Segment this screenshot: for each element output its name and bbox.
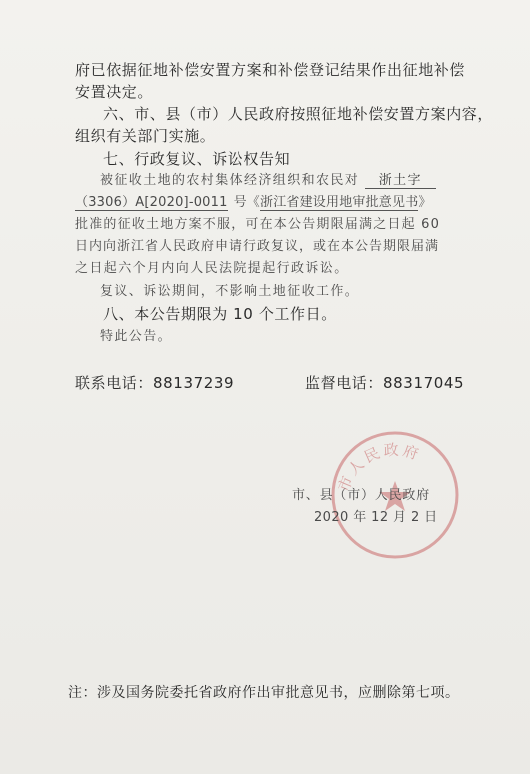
- approval-prefix-field: 浙土字: [365, 173, 436, 189]
- appeal-line-6: 复议、诉讼期间，不影响土地征收工作。: [100, 284, 360, 299]
- closing-line: 特此公告。: [100, 329, 173, 344]
- appeal-text: 被征收土地的农村集体经济组织和农民对: [100, 173, 360, 188]
- approval-code-region: （3306）: [75, 195, 136, 210]
- supervision-value: 88317045: [383, 374, 465, 392]
- appeal-line-3: 批准的征收土地方案不服，可在本公告期限届满之日起 60: [75, 217, 441, 232]
- appeal-line-5: 之日起六个月内向人民法院提起行政诉讼。: [75, 261, 349, 276]
- section-eight-line: 八、本公告期限为 10 个工作日。: [103, 305, 337, 323]
- contact-phone: [75, 373, 234, 393]
- contact-label: 联系电话：: [75, 374, 154, 392]
- paragraph-line: 组织有关部门实施。: [75, 127, 216, 145]
- appeal-line-1: [100, 171, 436, 191]
- appeal-line-4: 日内向浙江省人民政府申请行政复议，或在本公告期限届满: [75, 239, 440, 254]
- approval-code-number: A[2020]-0011: [135, 195, 228, 210]
- paragraph-line: 安置决定。: [75, 83, 154, 101]
- section-seven-heading: 七、行政复议、诉讼权告知: [103, 150, 291, 168]
- contact-value: 88137239: [153, 374, 235, 392]
- signing-authority: 市、县（市）人民政府: [292, 488, 431, 503]
- paragraph-line: 府已依据征地补偿安置方案和补偿登记结果作出征地补偿: [75, 61, 466, 79]
- approval-document-name: 浙江省建设用地审批意见书: [260, 195, 419, 210]
- appeal-line-2: [75, 193, 432, 213]
- footnote: 注：涉及国务院委托省政府作出审批意见书，应删除第七项。: [68, 685, 460, 701]
- section-six-line: 六、市、县（市）人民政府按照征地补偿安置方案内容，: [103, 105, 494, 123]
- appeal-text: 》: [418, 195, 432, 210]
- supervision-phone: [305, 373, 464, 393]
- supervision-label: 监督电话：: [305, 374, 384, 392]
- signing-date: 2020 年 12 月 2 日: [314, 510, 438, 525]
- seal-text: 市人民政府: [334, 440, 424, 495]
- appeal-text: 号《: [233, 195, 260, 210]
